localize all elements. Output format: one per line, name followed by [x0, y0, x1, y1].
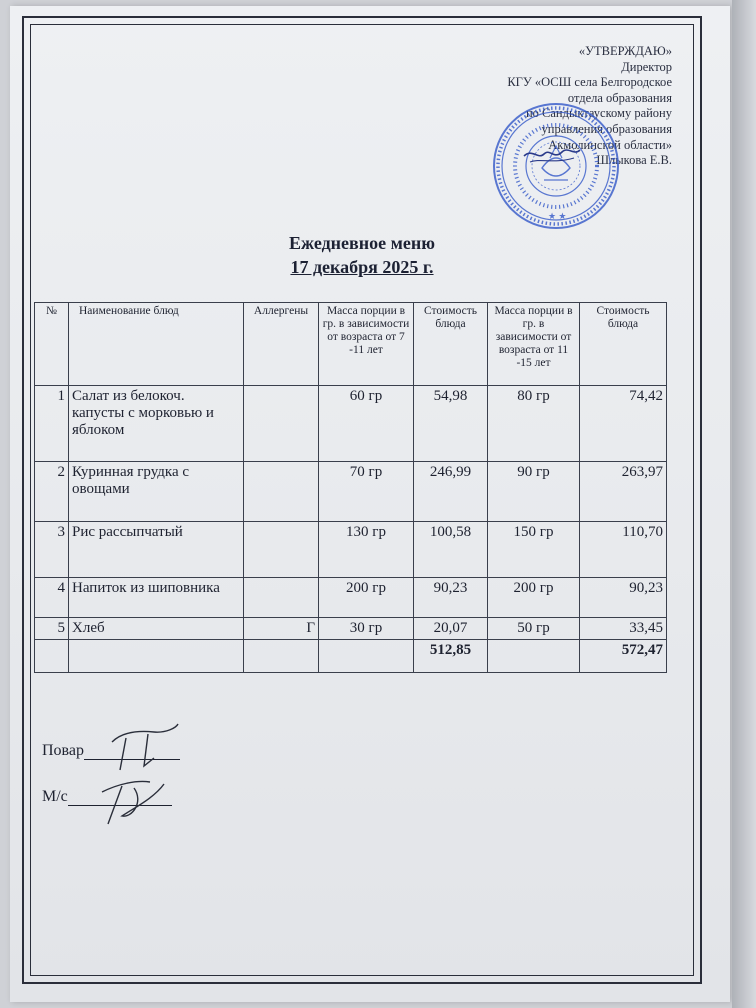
dish-cost-11-15: 110,70: [580, 522, 667, 578]
official-stamp: [484, 98, 634, 234]
dish-mass-7-11: 30 гр: [319, 618, 414, 640]
header-mass-7-11: Масса порции в гр. в зависимости от возраста от 7 -11 лет: [319, 303, 414, 386]
dish-mass-11-15: 150 гр: [488, 522, 580, 578]
dish-cost-7-11: 90,23: [414, 578, 488, 618]
header-cost-7-11: Стоимость блюда: [414, 303, 488, 386]
dish-allergens: Г: [244, 618, 319, 640]
dish-mass-11-15: 80 гр: [488, 386, 580, 462]
row-number: 5: [35, 618, 69, 640]
totals-empty: [69, 640, 244, 673]
total-cost-11-15: 572,47: [580, 640, 667, 673]
approval-line: КГУ «ОСШ села Белгородское: [507, 75, 672, 90]
dish-cost-11-15: 74,42: [580, 386, 667, 462]
dish-cost-11-15: 90,23: [580, 578, 667, 618]
table-row: [35, 618, 667, 640]
dish-name: Напиток из шиповника: [69, 578, 244, 618]
table-row: [35, 386, 667, 462]
dish-allergens: [244, 462, 319, 522]
dish-allergens: [244, 386, 319, 462]
menu-date-text: 17 декабря 2025 г.: [290, 257, 434, 277]
dish-mass-7-11: 70 гр: [319, 462, 414, 522]
totals-empty: [488, 640, 580, 673]
nurse-label: М/с: [42, 788, 68, 805]
approval-line: по Сандыктаускому району: [525, 106, 672, 121]
svg-text:★ ★: ★ ★: [548, 211, 567, 221]
header-mass-11-15: Масса порции в гр. в зависимости от возраста от 11 -15 лет: [488, 303, 580, 386]
header-cost-11-15: Стоимость блюда: [580, 303, 667, 386]
approval-line: Директор: [621, 59, 672, 74]
dish-name: Куринная грудка с овощами: [69, 462, 244, 522]
table-row: [35, 578, 667, 618]
approval-line: Акмолинской области»: [548, 137, 672, 152]
dish-allergens: [244, 522, 319, 578]
dish-allergens: [244, 578, 319, 618]
page-title: Ежедневное меню: [289, 233, 435, 253]
nurse-signature-icon: [88, 758, 198, 828]
dish-name: Хлеб: [69, 618, 244, 640]
approval-line: управления образования: [541, 121, 672, 136]
header-dish-name: Наименование блюд: [69, 303, 244, 386]
approval-line: отдела образования: [567, 90, 672, 105]
dish-cost-7-11: 54,98: [414, 386, 488, 462]
totals-row: [35, 640, 667, 673]
dish-mass-11-15: 90 гр: [488, 462, 580, 522]
dish-cost-11-15: 263,97: [580, 462, 667, 522]
cook-label: Повар: [42, 742, 84, 759]
approval-line: «УТВЕРЖДАЮ»: [578, 44, 672, 58]
row-number: 3: [35, 522, 69, 578]
dish-mass-7-11: 130 гр: [319, 522, 414, 578]
menu-table: [34, 302, 667, 673]
dish-cost-7-11: 100,58: [414, 522, 488, 578]
row-number: 1: [35, 386, 69, 462]
header-allergens: Аллергены: [244, 303, 319, 386]
row-number: 2: [35, 462, 69, 522]
dish-mass-7-11: 60 гр: [319, 386, 414, 462]
header-number: №: [35, 303, 69, 386]
table-header-row: [35, 303, 667, 386]
dish-cost-7-11: 20,07: [414, 618, 488, 640]
table-row: [35, 462, 667, 522]
approval-line: Шлыкова Е.В.: [596, 153, 672, 168]
dish-mass-7-11: 200 гр: [319, 578, 414, 618]
row-number: 4: [35, 578, 69, 618]
totals-empty: [319, 640, 414, 673]
dish-cost-7-11: 246,99: [414, 462, 488, 522]
dish-mass-11-15: 200 гр: [488, 578, 580, 618]
dish-cost-11-15: 33,45: [580, 618, 667, 640]
total-cost-7-11: 512,85: [414, 640, 488, 673]
totals-empty: [244, 640, 319, 673]
background-edge: [732, 0, 756, 1008]
dish-name: Рис рассыпчатый: [69, 522, 244, 578]
menu-date: [30, 257, 694, 278]
table-row: [35, 522, 667, 578]
dish-mass-11-15: 50 гр: [488, 618, 580, 640]
dish-name: Салат из белокоч. капусты с морковью и яблоком: [69, 386, 244, 462]
totals-empty: [35, 640, 69, 673]
